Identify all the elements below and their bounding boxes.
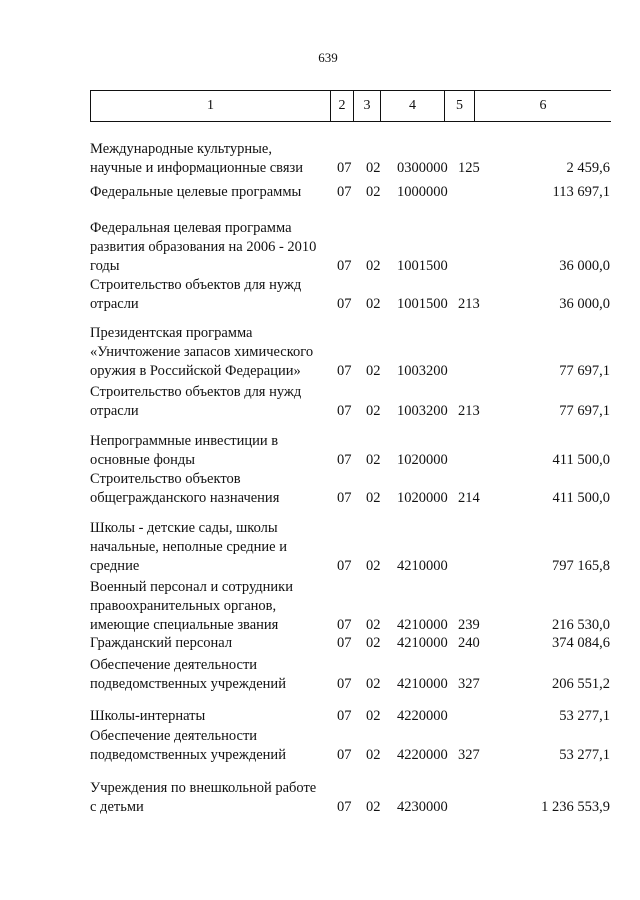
expense-type-code: 214 <box>458 490 480 506</box>
row-name-line: Строительство объектов <box>90 471 241 487</box>
row-name-line: Обеспечение деятельности <box>90 728 258 744</box>
section-code: 07 <box>337 617 352 633</box>
subsection-code: 02 <box>366 708 381 724</box>
section-code: 07 <box>337 363 352 379</box>
row-name <box>90 383 330 421</box>
amount: 53 277,1 <box>559 708 610 724</box>
section-code: 07 <box>337 708 352 724</box>
row-name-line: подведомственных учреждений <box>90 747 286 763</box>
row-name-line: «Уничтожение запасов химического <box>90 344 314 360</box>
section-code: 07 <box>337 747 352 763</box>
header-col-1: 1 <box>91 91 331 121</box>
row-name <box>90 707 330 726</box>
amount: 36 000,0 <box>559 296 610 312</box>
row-name-line: Гражданский персонал <box>90 635 233 651</box>
section-code: 07 <box>337 403 352 419</box>
amount: 411 500,0 <box>552 452 610 468</box>
target-article-code: 4230000 <box>397 799 448 815</box>
row-name-line: развития образования на 2006 - 2010 <box>90 239 317 255</box>
row-name-line: подведомственных учреждений <box>90 676 286 692</box>
row-name <box>90 219 330 276</box>
row-name-line: Федеральные целевые программы <box>90 184 302 200</box>
table-row <box>90 219 610 276</box>
subsection-code: 02 <box>366 747 381 763</box>
row-name-line: основные фонды <box>90 452 195 468</box>
amount: 206 551,2 <box>552 676 610 692</box>
section-code: 07 <box>337 452 352 468</box>
row-name <box>90 727 330 765</box>
target-article-code: 4210000 <box>397 676 448 692</box>
header-col-2: 2 <box>331 91 354 121</box>
subsection-code: 02 <box>366 403 381 419</box>
section-code: 07 <box>337 676 352 692</box>
table-row <box>90 656 610 694</box>
amount: 113 697,1 <box>552 184 610 200</box>
table-row <box>90 634 610 653</box>
section-code: 07 <box>337 799 352 815</box>
subsection-code: 02 <box>366 452 381 468</box>
header-col-5: 5 <box>445 91 475 121</box>
section-code: 07 <box>337 558 352 574</box>
row-name-line: правоохранительных органов, <box>90 598 277 614</box>
row-name-line: Строительство объектов для нужд <box>90 277 302 293</box>
row-name <box>90 183 330 202</box>
row-name-line: Федеральная целевая программа <box>90 220 292 236</box>
row-name <box>90 656 330 694</box>
expense-type-code: 239 <box>458 617 480 633</box>
header-col-3: 3 <box>354 91 381 121</box>
row-name <box>90 324 330 381</box>
row-name <box>90 470 330 508</box>
row-name <box>90 140 330 178</box>
row-name-line: отрасли <box>90 296 139 312</box>
row-name-line: Школы-интернаты <box>90 708 206 724</box>
amount: 2 459,6 <box>566 160 610 176</box>
target-article-code: 1003200 <box>397 363 448 379</box>
row-name <box>90 519 330 576</box>
target-article-code: 1001500 <box>397 258 448 274</box>
row-name-line: Учреждения по внешкольной работе <box>90 780 317 796</box>
row-name-line: отрасли <box>90 403 139 419</box>
target-article-code: 1003200 <box>397 403 448 419</box>
table-row <box>90 727 610 765</box>
subsection-code: 02 <box>366 799 381 815</box>
target-article-code: 0300000 <box>397 160 448 176</box>
table-row <box>90 578 610 635</box>
table-row <box>90 324 610 381</box>
table-row <box>90 707 610 726</box>
expense-type-code: 240 <box>458 635 480 651</box>
subsection-code: 02 <box>366 635 381 651</box>
subsection-code: 02 <box>366 258 381 274</box>
table-row <box>90 183 610 202</box>
row-name-line: Строительство объектов для нужд <box>90 384 302 400</box>
row-name-line: Военный персонал и сотрудники <box>90 579 293 595</box>
amount: 411 500,0 <box>552 490 610 506</box>
table-row <box>90 779 610 817</box>
table-header <box>90 90 611 122</box>
target-article-code: 4210000 <box>397 635 448 651</box>
target-article-code: 4220000 <box>397 747 448 763</box>
header-col-4: 4 <box>381 91 445 121</box>
target-article-code: 4210000 <box>397 617 448 633</box>
table-row <box>90 140 610 178</box>
row-name <box>90 432 330 470</box>
row-name-line: Международные культурные, <box>90 141 272 157</box>
section-code: 07 <box>337 258 352 274</box>
amount: 36 000,0 <box>559 258 610 274</box>
row-name-line: имеющие специальные звания <box>90 617 279 633</box>
expense-type-code: 213 <box>458 403 480 419</box>
section-code: 07 <box>337 635 352 651</box>
expense-type-code: 327 <box>458 747 480 763</box>
amount: 1 236 553,9 <box>541 799 610 815</box>
target-article-code: 4210000 <box>397 558 448 574</box>
row-name-line: Непрограммные инвестиции в <box>90 433 279 449</box>
subsection-code: 02 <box>366 490 381 506</box>
amount: 374 084,6 <box>552 635 610 651</box>
target-article-code: 1020000 <box>397 452 448 468</box>
table-row <box>90 470 610 508</box>
subsection-code: 02 <box>366 558 381 574</box>
amount: 53 277,1 <box>559 747 610 763</box>
row-name-line: оружия в Российской Федерации» <box>90 363 301 379</box>
row-name-line: средние <box>90 558 140 574</box>
table-row <box>90 276 610 314</box>
subsection-code: 02 <box>366 676 381 692</box>
subsection-code: 02 <box>366 184 381 200</box>
target-article-code: 1020000 <box>397 490 448 506</box>
page-number: 639 <box>318 50 338 65</box>
table-row <box>90 432 610 470</box>
row-name <box>90 276 330 314</box>
subsection-code: 02 <box>366 617 381 633</box>
table-row <box>90 519 610 576</box>
amount: 797 165,8 <box>552 558 610 574</box>
row-name-line: начальные, неполные средние и <box>90 539 287 555</box>
expense-type-code: 213 <box>458 296 480 312</box>
section-code: 07 <box>337 490 352 506</box>
amount: 216 530,0 <box>552 617 610 633</box>
amount: 77 697,1 <box>559 363 610 379</box>
row-name-line: Школы - детские сады, школы <box>90 520 278 536</box>
target-article-code: 1001500 <box>397 296 448 312</box>
row-name <box>90 634 330 653</box>
table-row <box>90 383 610 421</box>
row-name-line: с детьми <box>90 799 144 815</box>
row-name-line: общегражданского назначения <box>90 490 280 506</box>
row-name <box>90 779 330 817</box>
row-name-line: годы <box>90 258 120 274</box>
row-name <box>90 578 330 635</box>
subsection-code: 02 <box>366 363 381 379</box>
target-article-code: 4220000 <box>397 708 448 724</box>
row-name-line: научные и информационные связи <box>90 160 303 176</box>
target-article-code: 1000000 <box>397 184 448 200</box>
subsection-code: 02 <box>366 160 381 176</box>
header-col-6: 6 <box>539 98 547 113</box>
section-code: 07 <box>337 296 352 312</box>
amount: 77 697,1 <box>559 403 610 419</box>
expense-type-code: 125 <box>458 160 480 176</box>
subsection-code: 02 <box>366 296 381 312</box>
expense-type-code: 327 <box>458 676 480 692</box>
row-name-line: Обеспечение деятельности <box>90 657 258 673</box>
section-code: 07 <box>337 160 352 176</box>
section-code: 07 <box>337 184 352 200</box>
row-name-line: Президентская программа <box>90 325 253 341</box>
